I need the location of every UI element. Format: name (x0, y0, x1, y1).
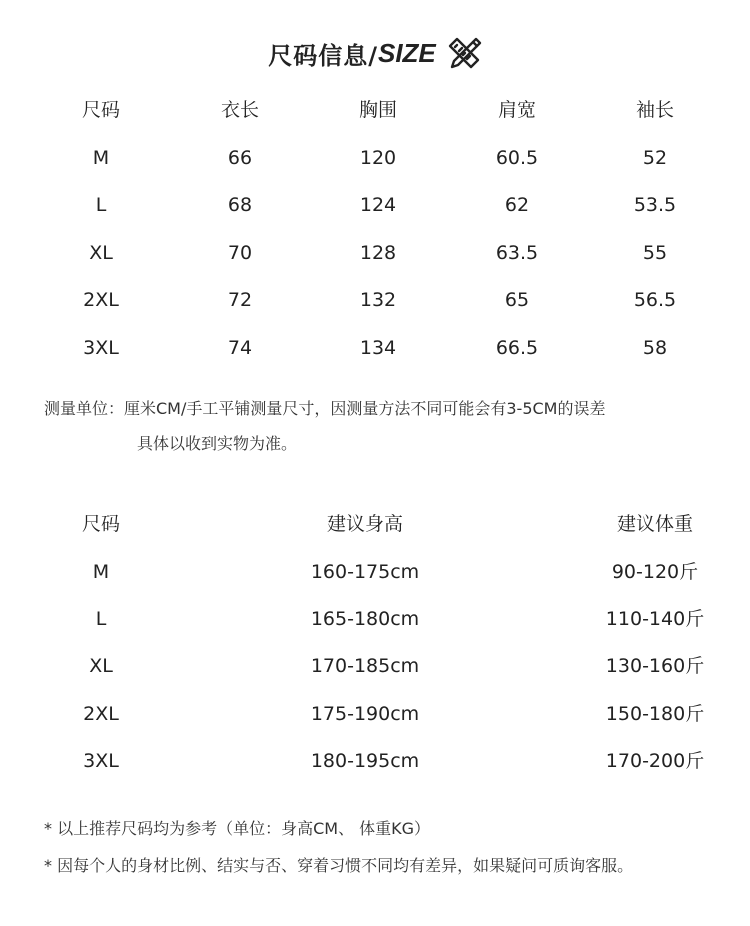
table-cell: 56.5 (633, 289, 677, 311)
table-cell: 175-190cm (310, 703, 420, 725)
table-cell: 65 (504, 289, 530, 311)
table-cell: 132 (359, 289, 397, 311)
table-cell: 134 (359, 337, 397, 359)
footnote-disclaimer: * 因每个人的身材比例、结实与否、穿着习惯不同均有差异，如果疑问可质询客服。 (44, 856, 634, 875)
table-cell: M (92, 147, 110, 169)
table-cell: 170-200斤 (605, 750, 705, 772)
header-height: 建议身高 (326, 513, 404, 535)
table-cell: 70 (227, 242, 253, 264)
header-sleeve: 袖长 (635, 99, 675, 121)
table-cell: 3XL (83, 750, 119, 772)
table-cell: L (95, 608, 107, 630)
ruler-pencil-icon (446, 35, 482, 71)
table-cell: 110-140斤 (605, 608, 705, 630)
measure-note-line1: 测量单位：厘米CM/手工平铺测量尺寸，因测量方法不同可能会有3-5CM的误差 (44, 399, 606, 418)
table-cell: 74 (227, 337, 253, 359)
header-size: 尺码 (81, 99, 121, 121)
header-size: 尺码 (81, 513, 121, 535)
table-cell: 68 (227, 194, 253, 216)
table-cell: XL (89, 655, 113, 677)
table-cell: M (92, 561, 110, 583)
title-chinese: 尺码信息/ (268, 41, 378, 70)
table-cell: 2XL (83, 703, 119, 725)
table-cell: 130-160斤 (605, 655, 705, 677)
table-cell: 72 (227, 289, 253, 311)
footnote-reference: * 以上推荐尺码均为参考（单位：身高CM、 体重KG） (44, 819, 431, 838)
table-cell: 165-180cm (310, 608, 420, 630)
header-shoulder: 肩宽 (497, 99, 537, 121)
header-chest: 胸围 (358, 99, 398, 121)
header-weight: 建议体重 (616, 513, 694, 535)
table-cell: 62 (504, 194, 530, 216)
measure-note-line2: 具体以收到实物为准。 (137, 434, 298, 453)
table-cell: 150-180斤 (605, 703, 705, 725)
table-cell: 180-195cm (310, 750, 420, 772)
table-cell: 52 (642, 147, 668, 169)
table-cell: XL (89, 242, 113, 264)
table-cell: 55 (642, 242, 668, 264)
table-cell: 160-175cm (310, 561, 420, 583)
table-cell: 120 (359, 147, 397, 169)
table-cell: 53.5 (633, 194, 677, 216)
title-english: SIZE (377, 37, 436, 68)
table-cell: 66 (227, 147, 253, 169)
table-cell: L (95, 194, 107, 216)
table-cell: 90-120斤 (611, 561, 699, 583)
table-cell: 170-185cm (310, 655, 420, 677)
table-cell: 63.5 (495, 242, 539, 264)
header-length: 衣长 (220, 99, 260, 121)
table-cell: 128 (359, 242, 397, 264)
table-cell: 58 (642, 337, 668, 359)
table-cell: 124 (359, 194, 397, 216)
table-cell: 60.5 (495, 147, 539, 169)
page-title (0, 30, 750, 76)
table-cell: 66.5 (495, 337, 539, 359)
table-cell: 2XL (83, 289, 119, 311)
table-cell: 3XL (83, 337, 119, 359)
